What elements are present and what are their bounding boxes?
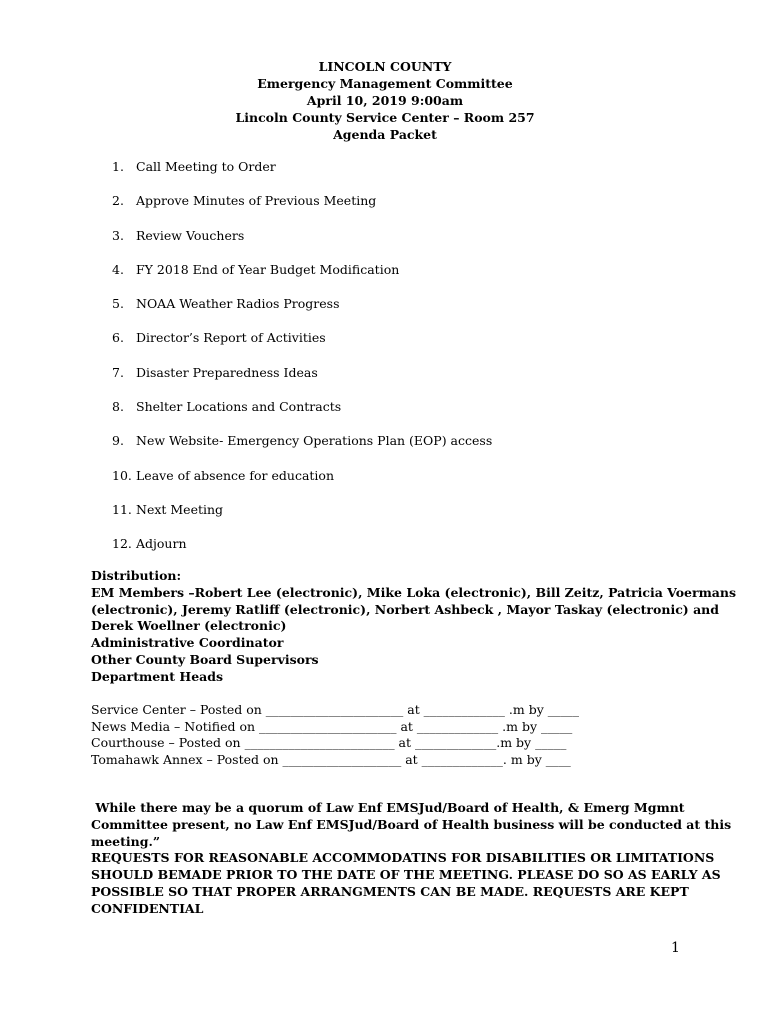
agenda-item	[112, 158, 492, 192]
agenda-item-text: NOAA Weather Radios Progress	[136, 296, 340, 312]
distribution-members: EM Members –Robert Lee (electronic), Mike Loka (electronic), Bill Zeitz, Patricia Voermans	[91, 584, 737, 600]
agenda-item-text: Disaster Preparedness Ideas	[136, 364, 318, 380]
agenda-item	[112, 535, 492, 569]
posting-log	[91, 702, 579, 769]
agenda-item	[112, 467, 492, 501]
agenda-item-text: Review Vouchers	[136, 227, 245, 243]
posting-line: Tomahawk Annex – Posted on ___________________ at _____________. m by ____	[91, 752, 571, 768]
agenda-item-number: 5.	[112, 296, 124, 312]
agenda-item-number: 3.	[112, 227, 124, 243]
notice-line: meeting.”	[91, 833, 161, 849]
agenda-item-text: Leave of absence for education	[136, 467, 334, 483]
agenda-item-number: 2.	[112, 193, 124, 209]
agenda-item	[112, 261, 492, 295]
agenda-item	[112, 432, 492, 466]
notice-line: Committee present, no Law Enf EMSJud/Board of Health business will be conducted at this	[91, 816, 732, 832]
agenda-item-text: Director’s Report of Activities	[136, 330, 326, 346]
agenda-list	[112, 158, 492, 570]
committee-title: Emergency Management Committee	[257, 76, 513, 91]
notice-line: While there may be a quorum of Law Enf EMSJud/Board of Health, & Emerg Mgmnt	[91, 800, 685, 815]
document-header	[0, 58, 770, 143]
agenda-item-text: Approve Minutes of Previous Meeting	[136, 193, 377, 209]
agenda-item	[112, 227, 492, 261]
agenda-item	[112, 398, 492, 432]
agenda-item-number: 4.	[112, 261, 124, 277]
distribution-section	[91, 568, 737, 686]
distribution-departments: Department Heads	[91, 668, 224, 684]
distribution-heading: Distribution:	[91, 568, 182, 583]
document-type: Agenda Packet	[333, 127, 437, 142]
accommodation-notice: CONFIDENTIAL	[91, 900, 204, 916]
agenda-item-text: Adjourn	[136, 536, 187, 552]
posting-line: Courthouse – Posted on ________________________ at _____________.m by _____	[91, 735, 567, 751]
agenda-item-number: 1.	[112, 159, 124, 174]
agenda-item	[112, 192, 492, 226]
accommodation-notice: SHOULD BEMADE PRIOR TO THE DATE OF THE MEETING. PLEASE DO SO AS EARLY AS	[91, 867, 721, 883]
quorum-notice	[91, 800, 732, 918]
page-number: 1	[671, 940, 680, 956]
distribution-members: Derek Woellner (electronic)	[91, 618, 287, 634]
agenda-item-number: 9.	[112, 433, 124, 449]
county-title: LINCOLN COUNTY	[318, 59, 452, 74]
accommodation-notice: POSSIBLE SO THAT PROPER ARRANGMENTS CAN BE MADE. REQUESTS ARE KEPT	[91, 883, 689, 899]
distribution-supervisors: Other County Board Supervisors	[91, 651, 319, 667]
agenda-item-number: 11.	[112, 501, 132, 517]
agenda-item-number: 8.	[112, 399, 124, 415]
meeting-location: Lincoln County Service Center – Room 257	[235, 110, 535, 125]
agenda-item-text: Shelter Locations and Contracts	[136, 399, 342, 415]
agenda-item-number: 7.	[112, 364, 124, 380]
distribution-admin: Administrative Coordinator	[91, 635, 284, 651]
agenda-item	[112, 364, 492, 398]
agenda-item-text: Next Meeting	[136, 501, 224, 517]
agenda-item-number: 6.	[112, 330, 124, 346]
agenda-item-number: 10.	[112, 467, 132, 483]
distribution-members: (electronic), Jeremy Ratliff (electronic), Norbert Ashbeck , Mayor Taskay (electronic) and	[91, 601, 719, 617]
agenda-item-text: FY 2018 End of Year Budget Modification	[136, 261, 400, 277]
agenda-item-text: Call Meeting to Order	[136, 159, 276, 174]
agenda-item-number: 12.	[112, 536, 132, 552]
posting-line: News Media – Notified on ______________________ at _____________ .m by _____	[91, 718, 573, 734]
accommodation-notice: REQUESTS FOR REASONABLE ACCOMMODATINS FOR DISABILITIES OR LIMITATIONS	[91, 850, 715, 866]
agenda-item	[112, 501, 492, 535]
agenda-item	[112, 295, 492, 329]
agenda-item	[112, 329, 492, 363]
agenda-item-text: New Website- Emergency Operations Plan (EOP) access	[136, 433, 493, 449]
meeting-date: April 10, 2019 9:00am	[306, 93, 464, 108]
posting-line: Service Center – Posted on ______________________ at _____________ .m by _____	[91, 702, 579, 717]
